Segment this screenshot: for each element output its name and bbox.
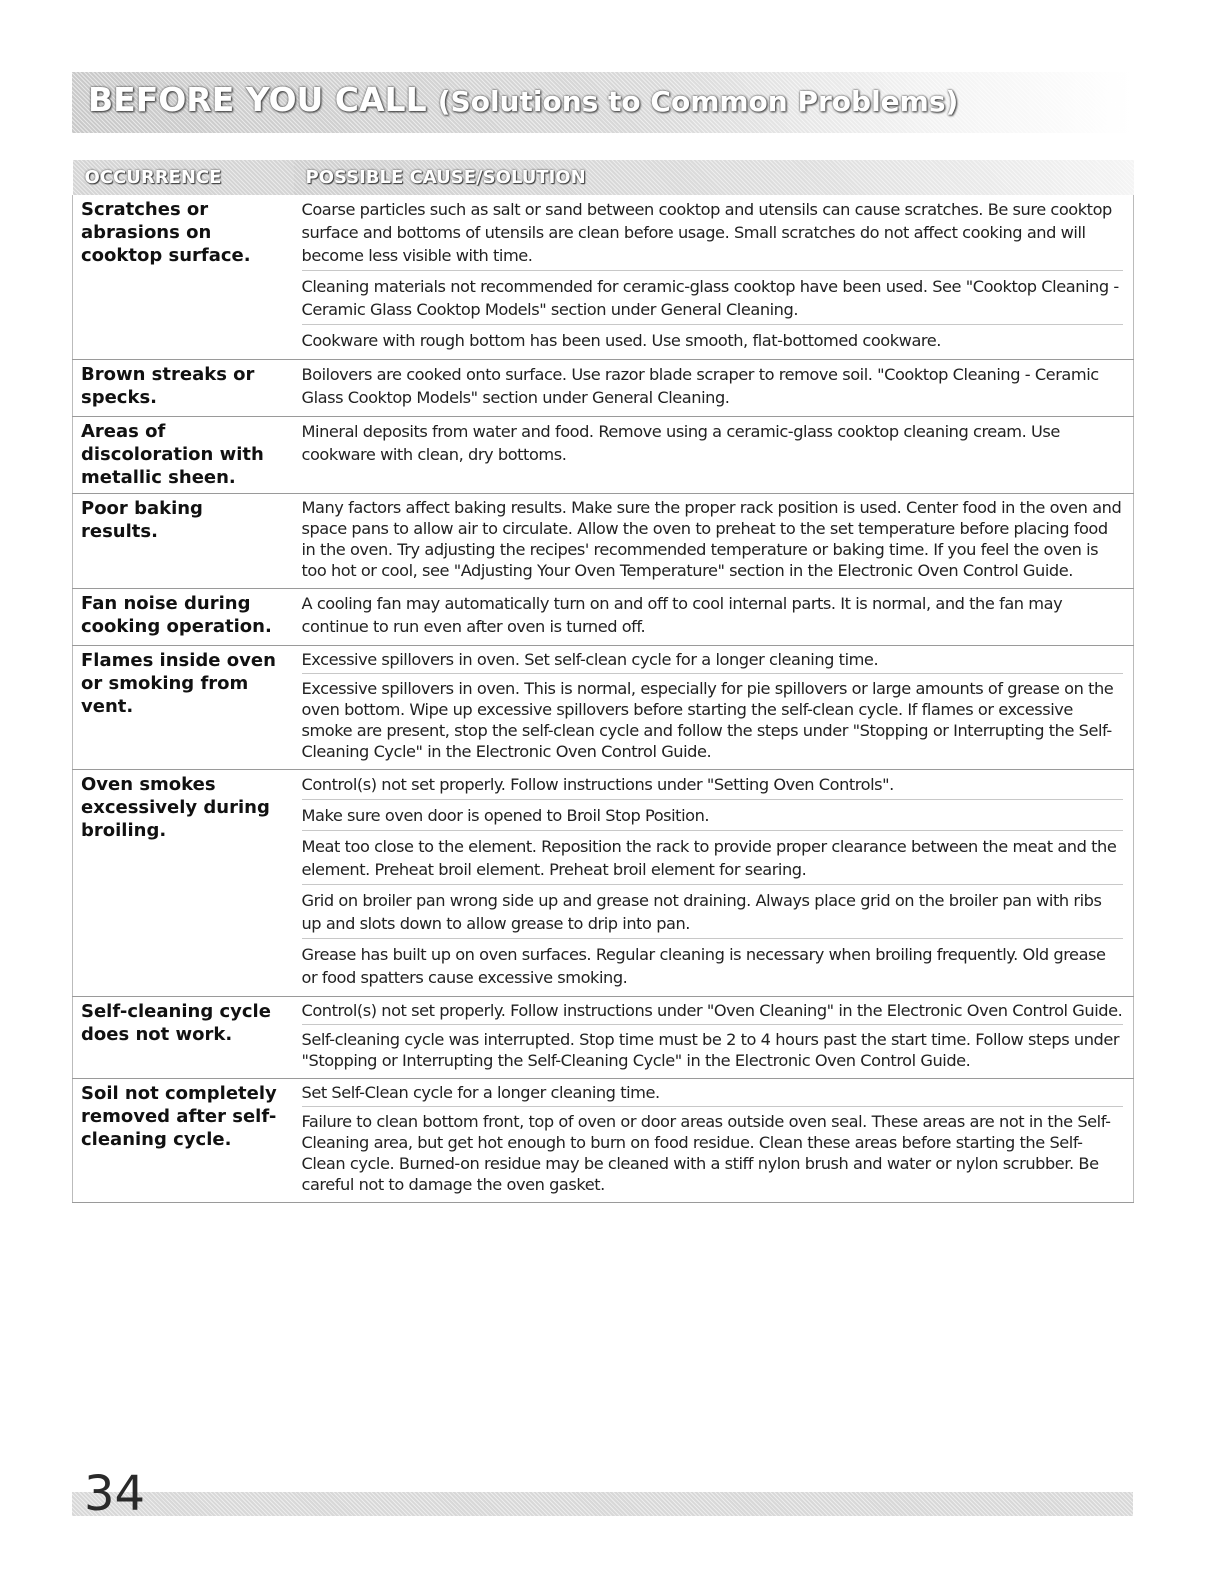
- occurrence-cell: Self-cleaning cycle does not work.: [73, 997, 294, 1079]
- solution-cell: [294, 646, 1134, 770]
- solution-item: Mineral deposits from water and food. Remove using a ceramic-glass cooktop cleaning cream. Use cookware with clean, dry bottoms.: [301, 422, 1060, 464]
- table-row: [73, 195, 1134, 360]
- solution-item: Grease has built up on oven surfaces. Regular cleaning is necessary when broiling frequently. Old grease or food spatters cause excessive smoking.: [302, 938, 1124, 992]
- solution-cell: [294, 997, 1134, 1079]
- solution-item: Self-cleaning cycle was interrupted. Stop time must be 2 to 4 hours past the start time. Follow steps under "Stopping or Interrupting the Self-Cleaning Cycle" in the Electronic Oven Control Guide.: [302, 1024, 1124, 1074]
- solution-cell: [294, 417, 1134, 494]
- table-row: [73, 997, 1134, 1079]
- table-row: [73, 417, 1134, 494]
- occurrence-cell: Fan noise during cooking operation.: [73, 589, 294, 646]
- page-title: [88, 80, 958, 119]
- table-row: [73, 360, 1134, 417]
- occurrence-cell: Oven smokes excessively during broiling.: [73, 770, 294, 997]
- solution-item: Failure to clean bottom front, top of oven or door areas outside oven seal. These areas are not in the Self-Cleaning area, but get hot enough to burn on food residue. Clean these areas before starting the Self-Clean cycle. Burned-on residue may be cleaned with a stiff nylon brush and water or nylon scrubber. Be careful not to damage the oven gasket.: [302, 1106, 1124, 1198]
- solution-item: Boilovers are cooked onto surface. Use razor blade scraper to remove soil. "Cooktop Cleaning - Ceramic Glass Cooktop Models" section under General Cleaning.: [301, 365, 1099, 407]
- occurrence-cell: Soil not completely removed after self-cleaning cycle.: [73, 1079, 294, 1203]
- solution-item: Control(s) not set properly. Follow instructions under "Setting Oven Controls".: [301, 775, 894, 794]
- table-row: [73, 646, 1134, 770]
- solution-cell: [294, 494, 1134, 589]
- occurrence-cell: Scratches or abrasions on cooktop surface.: [73, 195, 294, 360]
- page-title-main: BEFORE YOU CALL: [88, 80, 427, 119]
- solution-item: Excessive spillovers in oven. This is normal, especially for pie spillovers or large amounts of grease on the oven bottom. Wipe up excessive spillovers before starting the self-clean cycle. If flames or excessive smoke are present, stop the self-clean cycle and follow the steps under "Stopping or Interrupting the Self-Cleaning Cycle" in the Electronic Oven Control Guide.: [302, 673, 1124, 765]
- solution-cell: [294, 195, 1134, 360]
- occurrence-cell: Brown streaks or specks.: [73, 360, 294, 417]
- solution-cell: [294, 360, 1134, 417]
- solution-item: Grid on broiler pan wrong side up and grease not draining. Always place grid on the broiler pan with ribs up and slots down to allow grease to drip into pan.: [302, 884, 1124, 938]
- solution-cell: [294, 770, 1134, 997]
- solution-item: Excessive spillovers in oven. Set self-clean cycle for a longer cleaning time.: [301, 650, 879, 669]
- solution-cell: [294, 1079, 1134, 1203]
- page-title-subtitle: (Solutions to Common Problems): [437, 85, 959, 118]
- solution-item: Set Self-Clean cycle for a longer cleaning time.: [301, 1083, 660, 1102]
- solution-item: Many factors affect baking results. Make sure the proper rack position is used. Center food in the oven and space pans to allow air to circulate. Allow the oven to preheat to the set temperature before placing food in the oven. Try adjusting the recipes' recommended temperature or baking time. If you feel the oven is too hot or cool, see "Adjusting Your Oven Temperature" section in the Electronic Oven Control Guide.: [301, 498, 1122, 580]
- page-number: 34: [84, 1466, 146, 1522]
- table-row: [73, 1079, 1134, 1203]
- footer-band: [72, 1492, 1133, 1516]
- table-row: [73, 589, 1134, 646]
- occurrence-header: OCCURRENCE: [73, 160, 294, 195]
- solution-item: Make sure oven door is opened to Broil Stop Position.: [302, 799, 1124, 830]
- solution-header: POSSIBLE CAUSE/SOLUTION: [294, 160, 1134, 195]
- troubleshooting-table: [72, 160, 1134, 1203]
- table-row: [73, 770, 1134, 997]
- occurrence-cell: Flames inside oven or smoking from vent.: [73, 646, 294, 770]
- table-row: [73, 494, 1134, 589]
- table-header-row: [73, 160, 1134, 195]
- occurrence-cell: Poor baking results.: [73, 494, 294, 589]
- solution-cell: [294, 589, 1134, 646]
- solution-item: Meat too close to the element. Reposition the rack to provide proper clearance between the meat and the element. Preheat broil element. Preheat broil element for searing.: [302, 830, 1124, 884]
- solution-item: Control(s) not set properly. Follow instructions under "Oven Cleaning" in the Electronic Oven Control Guide.: [301, 1001, 1123, 1020]
- solution-item: Cookware with rough bottom has been used. Use smooth, flat-bottomed cookware.: [302, 324, 1124, 355]
- occurrence-cell: Areas of discoloration with metallic sheen.: [73, 417, 294, 494]
- solution-item: A cooling fan may automatically turn on and off to cool internal parts. It is normal, and the fan may continue to run even after oven is turned off.: [301, 594, 1063, 636]
- solution-item: Coarse particles such as salt or sand between cooktop and utensils can cause scratches. Be sure cooktop surface and bottoms of utensils are clean before usage. Small scratches do not affect cooking and will become less visible with time.: [301, 200, 1112, 265]
- solution-item: Cleaning materials not recommended for ceramic-glass cooktop have been used. See "Cooktop Cleaning - Ceramic Glass Cooktop Models" section under General Cleaning.: [302, 270, 1124, 324]
